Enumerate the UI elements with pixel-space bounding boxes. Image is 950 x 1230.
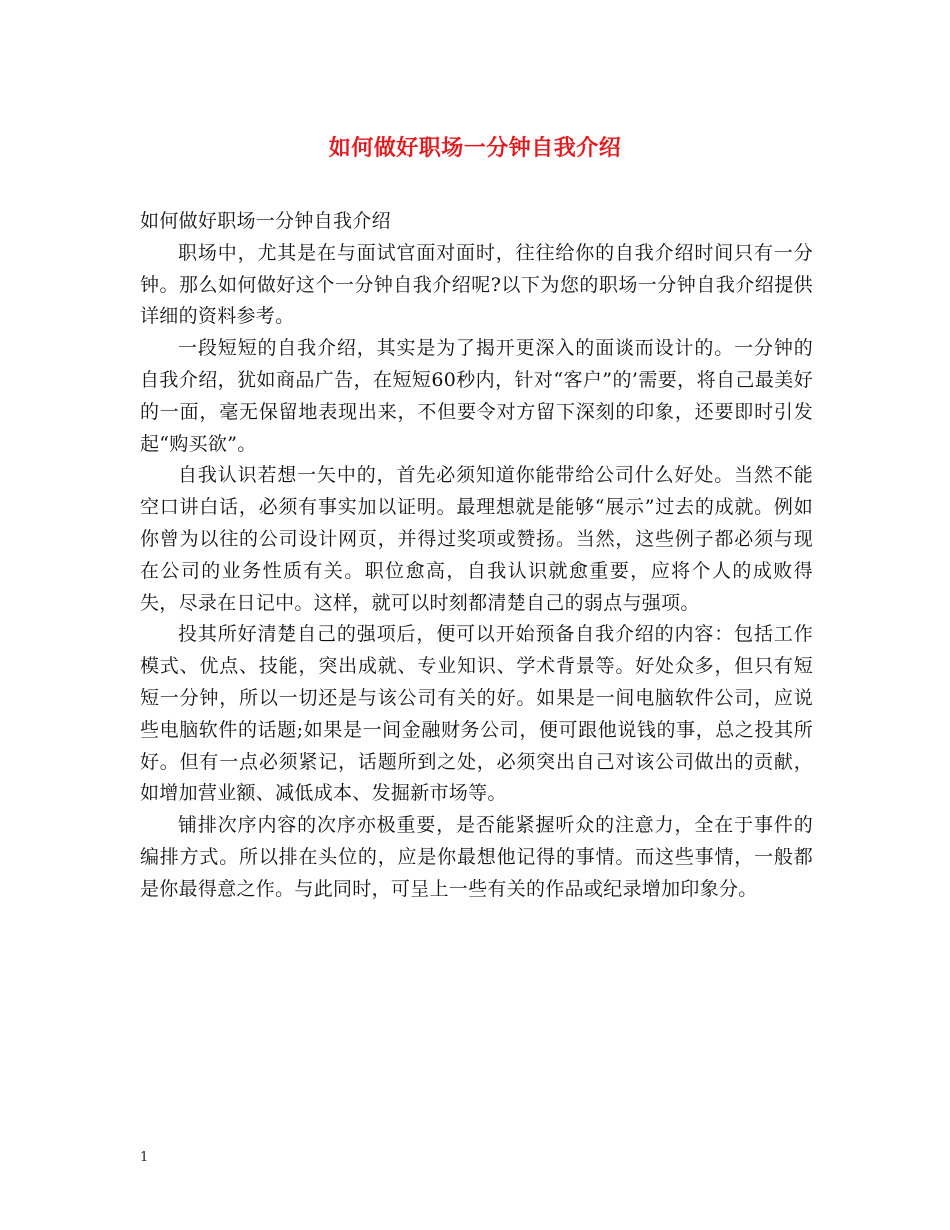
document-title: 如何做好职场一分钟自我介绍 [328,135,622,161]
paragraph-1: 职场中，尤其是在与面试官面对面时，往往给你的自我介绍时间只有一分钟。那么如何做好这个一分钟自我介绍呢?以下为您的职场一分钟自我介绍提供详细的资料参考。 [140,241,813,328]
paragraph-4: 投其所好清楚自己的强项后，便可以开始预备自我介绍的内容：包括工作模式、优点、技能，突出成就、专业知识、学术背景等。好处众多，但只有短短一分钟，所以一切还是与该公司有关的好。如果是一间电脑软件公司，应说些电脑软件的话题;如果是一间金融财务公司，便可跟他说钱的事，总之投其所好。但有一点必须紧记，话题所到之处，必须突出自己对该公司做出的贡献，如增加营业额、减低成本、发掘新市场等。 [140,623,813,805]
paragraph-3: 自我认识若想一矢中的，首先必须知道你能带给公司什么好处。当然不能空口讲白话，必须有事实加以证明。最理想就是能够“展示”过去的成就。例如你曾为以往的公司设计网页，并得过奖项或赞扬。当然，这些例子都必须与现在公司的业务性质有关。职位愈高，自我认识就愈重要，应将个人的成败得失，尽录在日记中。这样，就可以时刻都清楚自己的弱点与强项。 [140,464,813,614]
paragraph-5: 铺排次序内容的次序亦极重要，是否能紧握听众的注意力，全在于事件的编排方式。所以排在头位的，应是你最想他记得的事情。而这些事情，一般都是你最得意之作。与此同时，可呈上一些有关的作品或纪录增加印象分。 [140,814,813,900]
document-body [140,206,813,906]
paragraph-2: 一段短短的自我介绍，其实是为了揭开更深入的面谈而设计的。一分钟的自我介绍，犹如商品广告，在短短60秒内，针对“客户”的’需要，将自己最美好的一面，毫无保留地表现出来，不但要令对方留下深刻的印象，还要即时引发起“购买欲”。 [140,337,813,455]
page-number: 1 [140,1150,149,1165]
document-subtitle: 如何做好职场一分钟自我介绍 [140,210,391,232]
